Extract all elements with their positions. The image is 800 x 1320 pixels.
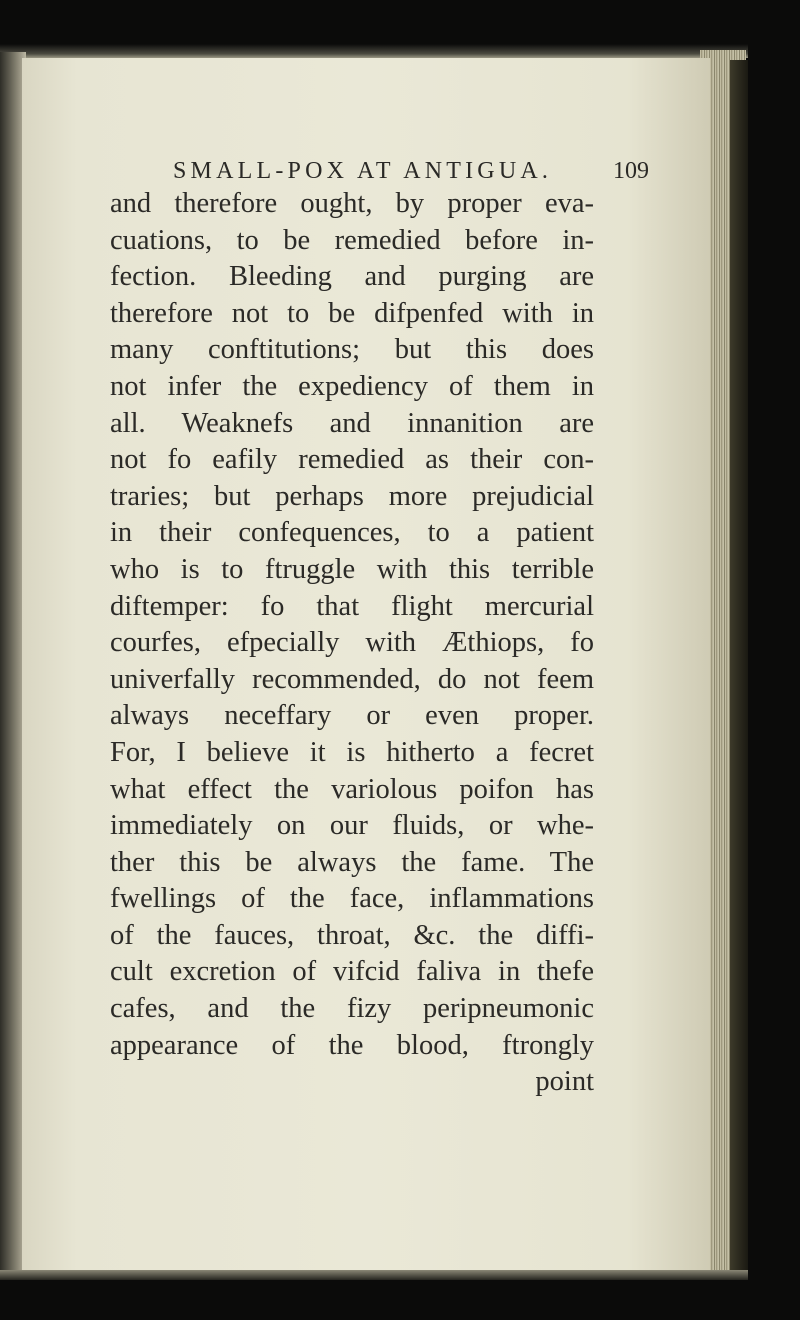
text-line: who is to ftruggle with this terrible [110,553,594,585]
text-line: of the fauces, throat, &c. the diffi- [110,919,594,951]
text-line: traries; but perhaps more prejudicial [110,480,594,512]
text-line: fection. Bleeding and purging are [110,261,594,293]
text-line: immediately on our fluids, or whe- [110,810,594,842]
text-line: all. Weaknefs and innanition are [110,407,594,439]
text-line: univerfally recommended, do not feem [110,663,594,695]
page-bottom-edge [0,1270,748,1280]
text-line: not infer the expediency of them in [110,370,594,402]
book-binding [730,60,748,1274]
running-head-title: SMALL-POX AT ANTIGUA. [173,158,553,184]
text-line: always neceffary or even proper. [110,700,594,732]
text-line: courfes, efpecially with Æthiops, fo [110,627,594,659]
body-text [110,186,594,1101]
text-line: cuations, to be remedied before in- [110,224,594,256]
page-top-edge [0,44,748,58]
text-line: cult excretion of vifcid faliva in thefe [110,956,594,988]
running-head [173,158,653,185]
text-line: appearance of the blood, ftrongly [110,1029,594,1061]
text-line: ther this be always the fame. The [110,846,594,878]
text-line: therefore not to be difpenfed with in [110,297,594,329]
text-line: many conftitutions; but this does [110,334,594,366]
text-line: what effect the variolous poifon has [110,773,594,805]
text-line: fwellings of the face, inflammations [110,883,594,915]
text-line: and therefore ought, by proper eva- [110,188,594,219]
catchword: point [535,1066,594,1098]
text-line: cafes, and the fizy peripneumonic [110,993,594,1025]
text-line: in their confequences, to a patient [110,517,594,549]
text-line: For, I believe it is hitherto a fecret [110,736,594,768]
text-line: diftemper: fo that flight mercurial [110,590,594,622]
page-number: 109 [613,158,649,184]
text-line: not fo eafily remedied as their con- [110,444,594,476]
